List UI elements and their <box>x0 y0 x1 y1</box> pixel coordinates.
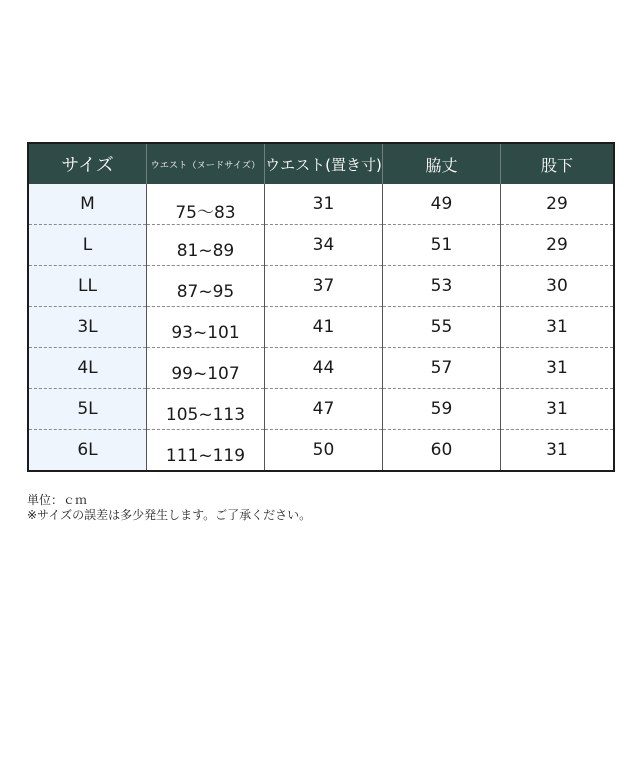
table-row <box>28 184 614 225</box>
side-length-cell: 51 <box>383 225 501 266</box>
side-length-cell: 55 <box>383 307 501 348</box>
waist-nude-cell: 111~119 <box>147 430 265 472</box>
table-row <box>28 430 614 472</box>
table-row <box>28 266 614 307</box>
waist-nude-cell: 75～83 <box>147 184 265 225</box>
waist-flat-cell: 50 <box>265 430 383 472</box>
table-row <box>28 389 614 430</box>
inseam-cell: 29 <box>501 184 615 225</box>
waist-flat-cell: 47 <box>265 389 383 430</box>
table-row <box>28 348 614 389</box>
table-body <box>28 184 614 471</box>
side-length-cell: 49 <box>383 184 501 225</box>
table-row <box>28 307 614 348</box>
header-row <box>28 143 614 184</box>
waist-nude-cell: 105~113 <box>147 389 265 430</box>
tolerance-note: ※サイズの誤差は多少発生します。ご了承ください。 <box>27 508 312 522</box>
unit-note: 単位：ｃｍ <box>27 493 88 507</box>
size-chart-table <box>27 142 615 472</box>
side-length-cell: 59 <box>383 389 501 430</box>
header-waist-flat: ウエスト(置き寸) <box>265 143 383 184</box>
size-cell: 5L <box>28 389 147 430</box>
waist-flat-cell: 37 <box>265 266 383 307</box>
size-cell: LL <box>28 266 147 307</box>
inseam-cell: 31 <box>501 430 615 472</box>
size-cell: 4L <box>28 348 147 389</box>
size-cell: 6L <box>28 430 147 472</box>
inseam-cell: 31 <box>501 307 615 348</box>
inseam-cell: 30 <box>501 266 615 307</box>
side-length-cell: 60 <box>383 430 501 472</box>
side-length-cell: 57 <box>383 348 501 389</box>
table-row <box>28 225 614 266</box>
header-size: サイズ <box>28 143 147 184</box>
header-side-length: 脇丈 <box>383 143 501 184</box>
header-inseam: 股下 <box>501 143 615 184</box>
inseam-cell: 31 <box>501 348 615 389</box>
waist-nude-cell: 81~89 <box>147 225 265 266</box>
waist-nude-cell: 99~107 <box>147 348 265 389</box>
inseam-cell: 31 <box>501 389 615 430</box>
side-length-cell: 53 <box>383 266 501 307</box>
waist-flat-cell: 31 <box>265 184 383 225</box>
waist-nude-cell: 87~95 <box>147 266 265 307</box>
waist-flat-cell: 41 <box>265 307 383 348</box>
size-cell: 3L <box>28 307 147 348</box>
inseam-cell: 29 <box>501 225 615 266</box>
size-cell: M <box>28 184 147 225</box>
header-waist-nude: ウエスト（ヌードサイズ） <box>147 143 265 184</box>
waist-flat-cell: 44 <box>265 348 383 389</box>
waist-nude-cell: 93~101 <box>147 307 265 348</box>
waist-flat-cell: 34 <box>265 225 383 266</box>
size-cell: L <box>28 225 147 266</box>
